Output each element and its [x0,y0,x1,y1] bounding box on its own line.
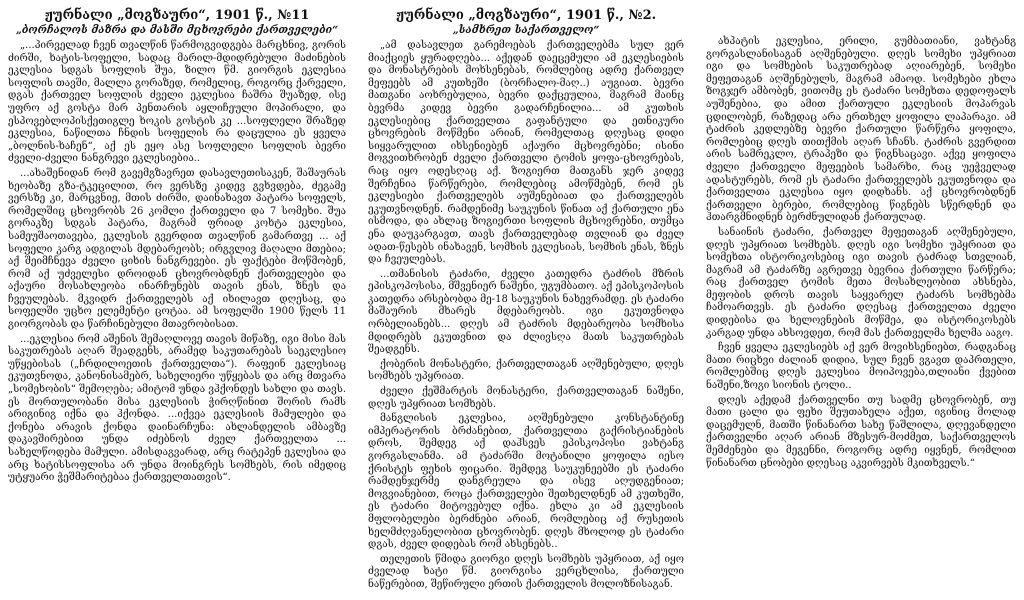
article2-paragraph: თელეთის წმიდა გიორგი დღეს სომხებს უპყრიათ, აქ იყო ძველად ხატი წმ. გიორგისა ვერცხლისა, ქართული ნაწერებით, შეწირული ერთის ქართველის მოლოზნისაგან. [368,553,684,590]
article2-paragraph: „ამ დასავლეთ გარემოებას ქართველებმა სულ ვერ მიაქციეს ყურადღება... აქედან დაეცემული ამ ეკლესიების და მონასტრების მოხსენებას, რომლებიც ადრე ქართველ მეფეებს ამ კუთხეში (ბორჩალო-მაღ..) აუგიათ. ბევრი მათგანი აოხრებულია, ბევრი დაქცეულია, მაგრამ მაინც ბევრმა კიდევ ბევრი გადარჩენილია... ამ კუთხის ეკლესიებიც ქართველთა გაფანტული და ეთნიკური ცხოვრების მოწმენი არიან, რომელთაც დღესაც დიდი სიყვარულით იხსენიებენ აქაური მცხოვრებნი; ისინი მოგვითხრობენ ძველი ქართველი ტომის ყოფა-ცხოვრებას, რაც იყო ოდესღაც აქ. ზოგიერთ მათგანს ჯერ კიდევ შერჩენია წარწერები, რომლებიც ამოწმებენ, რომ ეს ეკლესიები ქართველებს აუშენებიათ და ქართველებს ეკუთვნოდნენ. რამდენიმე საუკუნის წინათ აქ ქართული ენა ისმოდა, და ახლაც ზოგიერთი სოფლის მცხოვრებნი, თუმცა ენა დაუკარგავთ, თავს ქართველებად თვლიან და ძველ ადათ-წესებს ინახავენ, სომხის ეკლესიას, სომხის ენას, ზნეს და ჩვეულებას. [368,40,684,266]
article2-paragraph: ჩვენ ყველა ეკლესიებს აქ ვერ მოვიხსენიებთ, რადგანაც მათი რიცხვი ძალიან დიდია, სულ ჩვენ ვგავთ დაპრთელი, რომლებშიც დღეს ეკლესია მოიპოვება,თლიანი ქვებით ნაშენი,ზოგი სიონის ტოლი.. [706,342,1016,392]
article-column-1 [8,6,346,596]
article1-paragraph: „...პირველად ჩვენ თვალწინ წარმოგვიდგება მარცხნივ, გორის ძირში, ხატის-სოფელი, სადაც მარილ-მდიდრებული მაძინების ეკლესია სდგას სოფლის შუა, ზილო წმ. გიორგის ეკლესია სოფლის თავში, მალლა გორაზედ, რომელიც, როგორც ქარველი, დგას ქართველ სოფლის ძველი ეკლესია ჩაშრა შუაზედ, ისე უფრო აქ გოსტა მარ პენთარის აყლიჩეული მოპირალი, და ესპოვებლოპისქეთიგლე ხოკის გოსტის კე ...სოფლელი შრაზედ ეკლესია, ნაწილთა ჩნდის სოფელის რა დაცულია ეს ყველა „ბოლნის-ხაჩენ“, აქ ეს ეყო ასე სოფლელი სოფლის ბევრი ძველი-ძველი ნანგრევი ეკლესიებია.. [8,40,346,165]
article-column-3 [706,6,1016,596]
article2-paragraph: მანგლისის ეკლესია, აღშენებული კონსტანტინე იმპერატორის ბრძანებით, ქართველთა გაქრისტიანების დროს, შემდეგ აქ დაჰსვეს ეპისკოპოსი ვახტანგ გორგასლანმა. ამ ტაძარში მოტანილი ყოფილა იესო ქრისტეს ფეხის ფიცარი. შემდეგ საუკუნეებში ეს ტაძარი რამდენჯერმე დანგრეულა და ისევ აღუდგენიათ; მოგვიანებით, როცა ქართველები შეთხელდნენ ამ კუთხეში, ეს ტაძარი მიტოვებულ იქნა. ეხლა კი ამ ეკლესიის მფლობელები ბერძნები არიან, რომლებიც აქ რუსეთის ხელმძღვანელობით ცხოვრობენ. დღეს მხოლოდ ეს ტაძარი დგას, ძველ დიდებას რომ ახსენებს.. [368,413,684,551]
column-top-spacer [706,6,1016,36]
article2-paragraph: ძველი ქეშმარტის მონასტერი, ქართველთაგან ნაშენი, დღეს უპყრიათ სომხებს. [368,386,684,410]
article1-paragraph: ...ეკლესია რომ აშენის შემაღლოვე თავის მიწაზე, იგი მისი მას საკუთრებას აღარ შეადგენს, არამედ საკუთარებას საეკლესიო უწყებისას („ჩრდილოეთის ქართველთა“). რაფეინ ეკლესიაც ეკუთვნოდა, კანონისამებრ, სახელიერი უწყებას და არც მთვარა „სომეხობის“ შემოღება; ამიტომ უნდა ვჰქონდეს სახლი და თავს. ეს მორთულობანი მისა ეკლესიის ჭირღწინით შორის რამს არიგინიგ იქნა და ჰქონდა. ...იქვეა ეკლესიის მამულები და ქონება არავის ქონდა დაინარჩუნა: ახლანდელის ამბავზე დაკავშირებით უნდა იძებნოს ძველ ქართველთა ... სახელწოდება მამული. ამისდაგვარად, არც რატეპენ ეკლესია და არც ხატისსოფლისა არ უნდა მოინგრეს სომხებს, რის იმედიც უტყუარი ჭეშმარიტებაა ქართველთათვის“. [8,333,346,484]
article-column-2 [368,6,684,596]
article2-paragraph: ქობერის მონასტერი, ქართველთაგან აღშენებული, დღეს სომხებს უპყრიათ. [368,358,684,383]
article1-subheading: „ბორჩალოს მაზრა და მასში მცხოვრები ქართველები“ [15,24,339,36]
article2-paragraph: ახპატის ეკლესია, ერილი, გუმბათიანი, ვახტანგ გორგასლანისაგან აღშენებული. დღეს სომეხი უპყრიათ იგი და სომხების საკუთრებად აღიარებენ, სომეხი მეფეთაგან აღშენებულს, მაგრამ ამაოდ. სომეხები ეხლა ზოგჯერ ამბობენ, ვითომც ეს ტაძარი სომეხთა დედოფალს აუშენებია, და ამით ქართული ეკლესიის მოპარვას ცდილობენ, რაზედაც არა ერთხელ ყოფილა ლაპარაკი. ამ ტაძრის კედლებზე ბევრი ქართული წარწერა ყოფილა, რომლებიც დღეს თითქმის აღარ სჩანს. ტაძრის გვერდით არის სამრეკლო, ტრაპეზი და წიგნსაცავი. აქვე ყოფილა ძველი ქართველი მეფეების სამარხი, რაც უეჭველად ადასტურებს, რომ ეს ტაძარი ქართველებს ეკუთვნოდა და ქართველთა ეკლესია იყო დიდხანს. აქ ცხოვრობდნენ ქართველი ბერები, რომლებიც წიგნებს სწერდნენ და ჰთარგმნიდნენ ბერძნულიდან ქართულად. [706,36,1016,224]
article1-heading: ჟურნალი „მოგზაური“, 1901 წ., №11 [44,8,310,23]
article2-paragraph: დღეს აქედამ ქართველნი თუ სადმე ცხოვრობენ, თუ მათი ცალი და ფეხი შეუთახელა აქეთ, იგინიც მოლად დაცემულნ, მათში წინანართ სახე წაშლილა, დღევანდელი ქართველნი აღარ არიან მზესურ-მოძმეთ, საქართველოს შემძენები და მეგენნი, როგორც ადრე იყვნენ, რომლით წინანართ ცნობები დღესაც აკვირვებს მკითხველს.“ [706,394,1016,469]
article2-paragraph: სანაინის ტაძარი, ქართველ მეფეთაგან აღშენებული, დღეს უპყრიათ სომხებს. დღეს იგი სომეხი უპყრიათ და სომეხთა ისტორიკოსებიც იგი თავის ტაძრად სთვლიან, მაგრამ ამ ტაძარზე აგრეთვე ბევრია ქართული წარწერა; რაც ქართველ ტომის მეთა მოსახლეობით ახსნება, მეფობის დროს თავის საყვარელ ტაძარს სომხებმა ჩამოართვეს. ეს ტაძარი დღესაც ქართველთა ძველი დიდებისა და ხელოვნების მოწმეა, და ისტორიკოსებს კარგად უნდა ახსოვდეთ, რომ მას ქართველმა ხელმა ააგო. [706,226,1016,339]
article2-subheading: „სამხრეთ საქართველო“ [452,24,600,36]
article2-paragraph: ...თმანისის ტაძარი, ძველი კათედრა ტაძრის მზრის ეპისკოპოსისა, მშვენიერ ნაშენი, უგუმბათო. აქ ეპისკოპოსის კათედრა არსებობდა მე-18 საუკუნის ნახევრამდე. ეს ტაძარი მაშაურის მხარეს მდებარეობს. იგი ეკუთვნოდა ორბელიანებს... დღეს ამ ტაძრის მდებარეობა სომხისა მდიდრებს ეკუთვნით და ძლივსღა მათს საკუთრებას შეადგენს. [368,268,684,356]
article1-paragraph: ...ახაშენიდან რომ გავემგზავრეთ დასავლეთისაკენ, შაშაურას ხეობაზე გზა-ტკეცილით, რო ვერსზე კიდევ გვხვდება, ძეგამე ვერსზე კი, მარცვნიე, მთის ძირში, დაინახავთ პატარა სოფელს, რომელშიც ცხოვრობს 26 კომლი ქართველი და 7 სომეხი. შუა გორაკზე სდგას პატარა, მაგრამ ფრიად კოხტა ეკლესია, სამეუშაოთავება, ეკლესის გვერდით თვალწინ გამართვე ... აქ სოფელი კარგ ადგილას მდებარეობს; ირგვლივ მაღალი მთებია; აქ შეიმჩნევა ძველი ციხის ნანგრევები. ეს ფაქტები მოწმობენ, რომ აქ უძველესი დროიდან ცხოვრობდნენ ქართველები და აქაური მოსახლეობა ინარჩუნებს თავის ენას, ზნეს და ჩვეულებას. მკვიდრ ქართველებს აქ იხილავთ დღესაც, და სოფელში უცხო ელემენტი ცოტაა. ამ სოფელში 1900 წელს 11 გიორგობას და წარჩინებული მთავრობისათ. [8,167,346,331]
article2-heading: ჟურნალი „მოგზაური“, 1901 წ., №2. [395,8,657,23]
